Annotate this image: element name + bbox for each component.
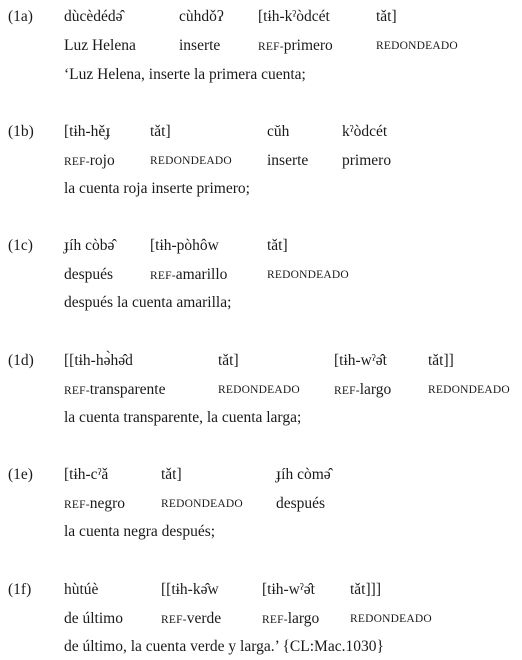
gloss-text: largo (287, 610, 320, 627)
vernacular-word: [tɨh-wˀə̂t (334, 352, 387, 369)
gloss-text: verde (186, 610, 222, 627)
ref-marker: REF- (161, 614, 187, 626)
gloss-ref (334, 382, 391, 398)
vernacular-word: tǎt] (150, 123, 171, 140)
gloss-ref (64, 382, 165, 398)
vernacular-word: [[tɨh-kə̂w (161, 581, 219, 598)
vernacular-word: [[tɨh-hə̀hə̂d (64, 352, 133, 369)
free-translation: después la cuenta amarilla; (64, 294, 232, 311)
gloss-text: largo (359, 381, 392, 398)
vernacular-word: tǎt] (267, 237, 288, 254)
free-translation: la cuenta roja inserte primero; (64, 180, 250, 197)
free-translation: de último, la cuenta verde y larga.’ {CL:Mac.1030} (64, 638, 384, 655)
vernacular-word: ɟíh còbə̂ (64, 237, 115, 254)
gloss-small-caps: REDONDEADO (218, 384, 300, 396)
vernacular-word: dùcèdédə̂ (64, 8, 123, 25)
gloss: inserte (267, 152, 309, 169)
ref-marker: REF- (262, 614, 288, 626)
free-translation: la cuenta transparente, la cuenta larga; (64, 409, 302, 426)
free-translation: la cuenta negra después; (64, 523, 216, 540)
gloss: después (276, 495, 326, 512)
gloss-small-caps: REDONDEADO (267, 269, 349, 281)
vernacular-word: [tɨh-wˀə̂t (262, 581, 315, 598)
vernacular-word: [tɨh-pòhôw (150, 237, 219, 254)
vernacular-word: tǎt] (376, 8, 397, 25)
gloss-ref (64, 496, 125, 512)
example-number: (1c) (8, 237, 33, 254)
gloss-text: amarillo (175, 266, 228, 283)
ref-marker: REF- (334, 385, 360, 397)
gloss-text: primero (283, 37, 333, 54)
gloss-text: rojo (89, 152, 115, 169)
vernacular-word: kˀòdcét (342, 123, 388, 140)
gloss-ref (258, 38, 333, 54)
gloss: inserte (179, 37, 221, 54)
ref-marker: REF- (64, 499, 90, 511)
gloss-ref (262, 611, 319, 627)
vernacular-word: tǎt]]] (350, 581, 381, 598)
gloss-small-caps: REDONDEADO (161, 498, 243, 510)
gloss: de último (64, 610, 123, 627)
gloss-text: transparente (89, 381, 166, 398)
vernacular-word: tǎt] (161, 466, 182, 483)
gloss-small-caps: REDONDEADO (376, 40, 458, 52)
vernacular-word: ɟíh còmə̂ (276, 466, 331, 483)
example-number: (1f) (8, 581, 32, 598)
gloss-ref (161, 611, 221, 627)
example-number: (1b) (8, 123, 34, 140)
example-number: (1e) (8, 466, 33, 483)
free-translation: ‘Luz Helena, inserte la primera cuenta; (64, 66, 306, 83)
gloss-text: negro (89, 495, 126, 512)
vernacular-word: hùtúè (64, 581, 99, 598)
vernacular-word: cŭh (267, 123, 290, 140)
vernacular-word: [tɨh-kˀòdcét (258, 8, 330, 25)
gloss-small-caps: REDONDEADO (428, 384, 510, 396)
gloss-ref (150, 267, 227, 283)
vernacular-word: tǎt] (218, 352, 239, 369)
gloss: después (64, 266, 114, 283)
gloss: primero (342, 152, 392, 169)
gloss-ref (64, 153, 115, 169)
gloss-small-caps: REDONDEADO (350, 613, 432, 625)
vernacular-word: [tɨh-cˀǎ (64, 466, 109, 483)
gloss: Luz Helena (64, 37, 136, 54)
vernacular-word: tǎt]] (428, 352, 454, 369)
ref-marker: REF- (150, 270, 176, 282)
vernacular-word: cùhdǒʔ (179, 8, 224, 25)
ref-marker: REF- (64, 156, 90, 168)
vernacular-word: [tɨh-hěɟ (64, 123, 111, 140)
ref-marker: REF- (64, 385, 90, 397)
gloss-small-caps: REDONDEADO (150, 155, 232, 167)
example-number: (1d) (8, 352, 34, 369)
ref-marker: REF- (258, 41, 284, 53)
example-number: (1a) (8, 8, 33, 25)
